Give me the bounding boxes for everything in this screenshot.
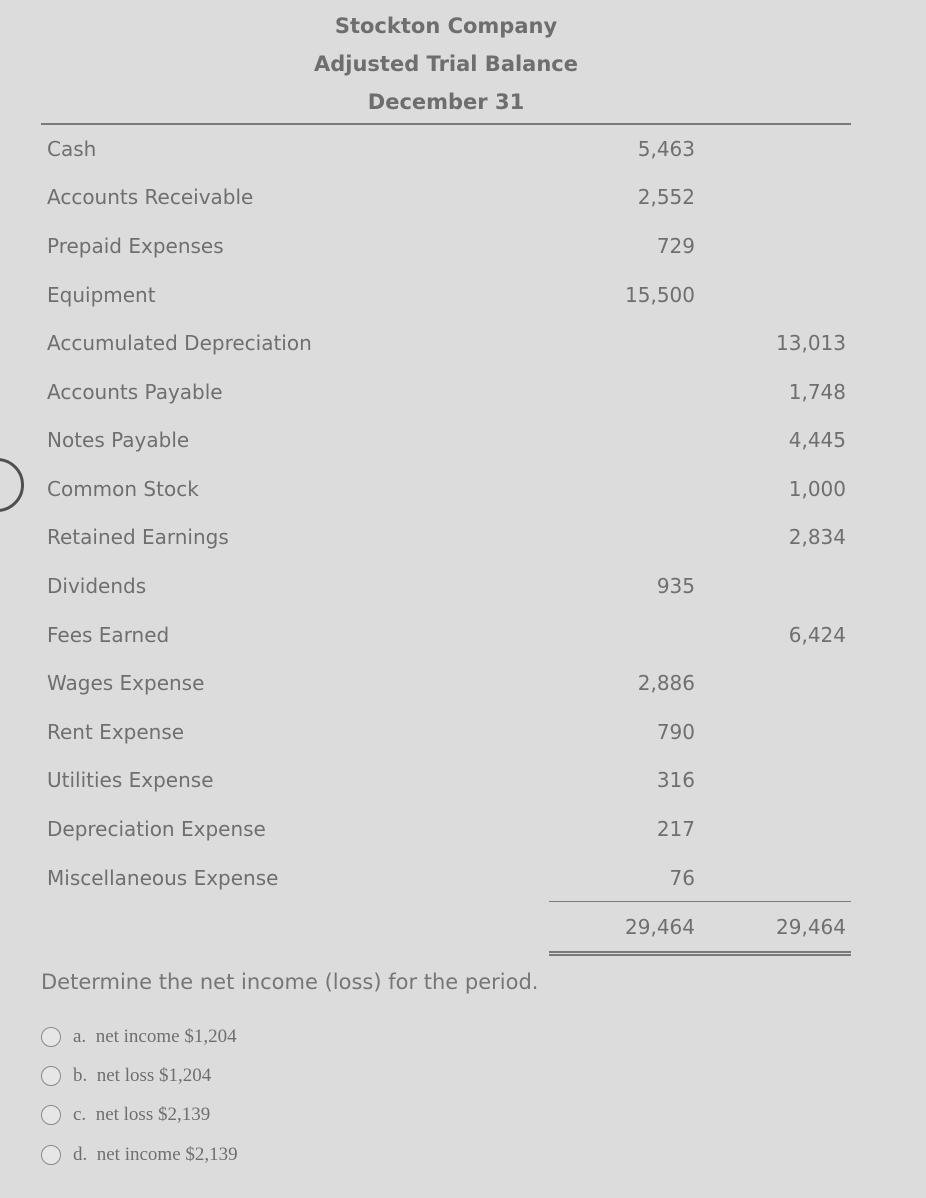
debit-amount: 15,500	[625, 283, 695, 307]
credit-amount: 2,834	[788, 525, 846, 549]
table-row	[41, 513, 851, 561]
account-name: Rent Expense	[47, 720, 185, 744]
option-b[interactable]	[41, 1064, 211, 1088]
account-name: Miscellaneous Expense	[47, 866, 279, 890]
account-name: Equipment	[47, 283, 156, 307]
total-credit: 29,464	[776, 915, 846, 939]
option-letter: d.	[73, 1144, 88, 1165]
account-name: Accounts Payable	[47, 380, 223, 404]
account-name: Accumulated Depreciation	[47, 331, 312, 355]
table-row	[41, 562, 851, 610]
radio-icon[interactable]	[41, 1027, 61, 1047]
option-text: net income $2,139	[96, 1144, 238, 1165]
total-single-rule	[549, 901, 851, 902]
statement-title: Adjusted Trial Balance	[314, 52, 578, 76]
debit-amount: 2,886	[637, 671, 695, 695]
debit-amount: 76	[669, 866, 695, 890]
option-text: net loss $2,139	[95, 1104, 211, 1125]
question-text: Determine the net income (loss) for the period.	[41, 970, 539, 994]
table-row	[41, 611, 851, 659]
table-row	[41, 708, 851, 756]
credit-amount: 4,445	[788, 428, 846, 452]
total-debit: 29,464	[625, 915, 695, 939]
option-text: net loss $1,204	[96, 1065, 212, 1086]
debit-amount: 729	[656, 234, 695, 258]
account-name: Utilities Expense	[47, 768, 214, 792]
account-name: Common Stock	[47, 477, 199, 501]
option-d[interactable]	[41, 1143, 238, 1167]
table-row	[41, 465, 851, 513]
account-name: Dividends	[47, 574, 147, 598]
debit-amount: 2,552	[637, 185, 695, 209]
table-row	[41, 805, 851, 853]
account-name: Retained Earnings	[47, 525, 229, 549]
table-row	[41, 756, 851, 804]
account-name: Fees Earned	[47, 623, 170, 647]
debit-amount: 217	[656, 817, 695, 841]
credit-amount: 1,000	[788, 477, 846, 501]
statement-date: December 31	[367, 90, 525, 114]
credit-amount: 6,424	[788, 623, 846, 647]
account-name: Cash	[47, 137, 97, 161]
option-letter: b.	[73, 1065, 88, 1086]
option-c[interactable]	[41, 1103, 210, 1127]
table-row	[41, 173, 851, 221]
table-row	[41, 854, 851, 902]
account-name: Depreciation Expense	[47, 817, 266, 841]
debit-amount: 790	[656, 720, 695, 744]
account-name: Notes Payable	[47, 428, 190, 452]
account-name: Prepaid Expenses	[47, 234, 224, 258]
option-letter: c.	[73, 1104, 87, 1125]
debit-amount: 316	[656, 768, 695, 792]
option-text: net income $1,204	[95, 1026, 237, 1047]
option-letter: a.	[73, 1026, 87, 1047]
debit-amount: 935	[656, 574, 695, 598]
account-name: Accounts Receivable	[47, 185, 254, 209]
table-row	[41, 416, 851, 464]
credit-amount: 1,748	[788, 380, 846, 404]
radio-icon[interactable]	[41, 1145, 61, 1165]
page-edge-circle-icon	[0, 458, 24, 512]
totals-row	[41, 903, 851, 951]
radio-icon[interactable]	[41, 1105, 61, 1125]
debit-amount: 5,463	[637, 137, 695, 161]
table-row	[41, 368, 851, 416]
radio-icon[interactable]	[41, 1066, 61, 1086]
table-row	[41, 222, 851, 270]
total-double-rule	[549, 951, 851, 956]
company-name: Stockton Company	[334, 14, 558, 38]
table-row	[41, 271, 851, 319]
table-row	[41, 125, 851, 173]
table-row	[41, 659, 851, 707]
credit-amount: 13,013	[776, 331, 846, 355]
account-name: Wages Expense	[47, 671, 205, 695]
table-row	[41, 319, 851, 367]
option-a[interactable]	[41, 1025, 237, 1049]
